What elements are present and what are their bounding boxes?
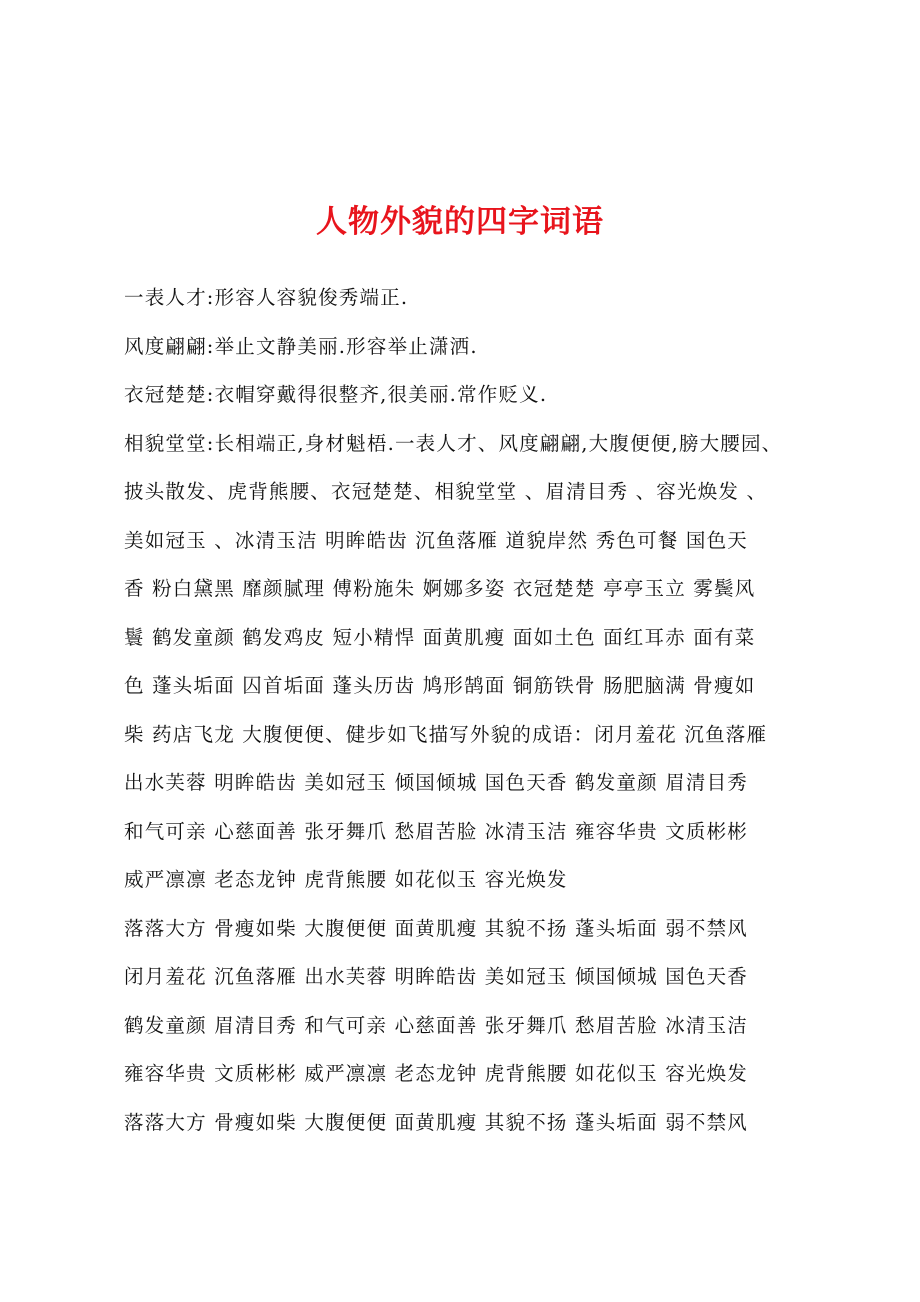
text-line: 相貌堂堂:长相端正,身材魁梧.一表人才、风度翩翩,大腹便便,膀大腰园、 (124, 431, 783, 455)
text-line: 披头散发、虎背熊腰、衣冠楚楚、相貌堂堂 、眉清目秀 、容光焕发 、 (124, 480, 768, 503)
text-line: 雍容华贵 文质彬彬 威严凛凛 老态龙钟 虎背熊腰 如花似玉 容光焕发 (124, 1062, 748, 1085)
text-line: 鹤发童颜 眉清目秀 和气可亲 心慈面善 张牙舞爪 愁眉苦脸 冰清玉洁 (124, 1013, 748, 1037)
text-line: 和气可亲 心慈面善 张牙舞爪 愁眉苦脸 冰清玉洁 雍容华贵 文质彬彬 (124, 819, 748, 843)
text-line: 衣冠楚楚:衣帽穿戴得很整齐,很美丽.常作贬义. (124, 383, 548, 406)
text-line: 柴 药店飞龙 大腹便便、健步如飞描写外貌的成语：闭月羞花 沉鱼落雁 (124, 722, 768, 746)
text-line: 闭月羞花 沉鱼落雁 出水芙蓉 明眸皓齿 美如冠玉 倾国倾城 国色天香 (124, 965, 748, 988)
text-line: 香 粉白黛黑 靡颜腻理 傅粉施朱 婀娜多姿 衣冠楚楚 亭亭玉立 雾鬓风 (124, 577, 756, 600)
text-line: 色 蓬头垢面 囚首垢面 蓬头历齿 鸠形鹄面 铜筋铁骨 肠肥脑满 骨瘦如 (124, 674, 756, 697)
document-title: 人物外貌的四字词语 (316, 204, 604, 240)
text-line: 威严凛凛 老态龙钟 虎背熊腰 如花似玉 容光焕发 (124, 868, 568, 891)
document-body (124, 282, 824, 1155)
text-line: 落落大方 骨瘦如柴 大腹便便 面黄肌瘦 其貌不扬 蓬头垢面 弱不禁风 (124, 1110, 748, 1134)
text-line: 一表人才:形容人容貌俊秀端正. (124, 286, 409, 309)
text-line: 美如冠玉 、冰清玉洁 明眸皓齿 沉鱼落雁 道貌岸然 秀色可餐 国色天 (124, 528, 748, 552)
text-line: 出水芙蓉 明眸皓齿 美如冠玉 倾国倾城 国色天香 鹤发童颜 眉清目秀 (124, 771, 748, 794)
text-line: 落落大方 骨瘦如柴 大腹便便 面黄肌瘦 其貌不扬 蓬头垢面 弱不禁风 (124, 916, 748, 940)
text-line: 风度翩翩:举止文静美丽.形容举止潇洒. (124, 334, 478, 358)
text-line: 鬟 鹤发童颜 鹤发鸡皮 短小精悍 面黄肌瘦 面如土色 面红耳赤 面有菜 (124, 625, 756, 649)
